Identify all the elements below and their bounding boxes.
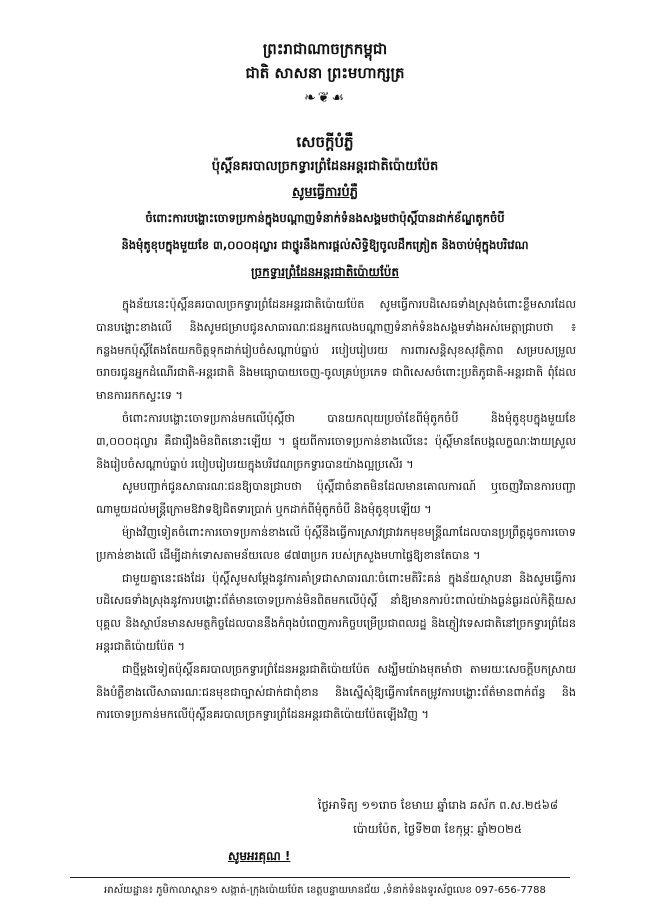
body-paragraph: ចំពោះការបង្ហោះចោទប្រកាន់មកលើប៉ុស្ដិ៍ថា បានយកលុយប្រចាំខែពីមុំតូកចំបី និងមុំតូខុបក្នុងមួយខែ ៣,០០០ដុល្លារ គឺជារឿងមិនពិតនោះឡើយ ។ ផ្ទុយពីការចោទប្រកាន់ខាងលើនេះ ប៉ុស្ដិ៍មានតែបង្កលក្ខណៈងាយស្រួល និងរៀបចំសណ្តាប់ធ្នាប់ របៀបរៀបរយក្នុងបរិវេណច្រកទ្វារបានយ៉ាងល្អប្រសើរ ។ xyxy=(96,411,576,471)
statement-body xyxy=(96,294,576,727)
subject-line-3-text: ច្រកទ្វារព្រំដែនអន្តរជាតិប៉ោយប៉ែត xyxy=(250,265,400,279)
footer-divider xyxy=(70,877,570,878)
subject-line-1: ចំពោះការបង្ហោះចោទប្រកាន់ក្នុងបណ្តាញទំនាក់ទំនងសង្គមថាប៉ុស្ដិ៍បានដាក់ខ័ណ្ឌតូកចំបី xyxy=(145,211,505,225)
body-paragraph: ម៉្យាងវិញទៀតចំពោះការចោទប្រកាន់ខាងលើ ប៉ុស្ដិ៍នឹងធ្វើការស្រាវជ្រាវរកមុខមន្ត្រីណាដែលបានប្រព្រឹត្តដូចការចោទប្រកាន់ខាងលើ ដើម្បីដាក់ទោសតាមន័យលេខ ៨៧៣ប្រក របស់ក្រសួងមហាផ្ទៃឱ្យខានតែបាន ។ xyxy=(96,525,576,562)
footer-address: អាស័យដ្ឋាន៖ ភូមិកាលាស្ពាន១ សង្កាត់-ក្រុងប៉ោយប៉ែត ខេត្តបន្ទាយមានជ័យ ,ទំនាក់ទំនងទូរស័ព្ទលេខ 097-656-7788 xyxy=(104,885,546,896)
ornament-divider: ❧❦☙ xyxy=(303,90,346,106)
closing-thanks-text: សូមអរគុណ ! xyxy=(228,849,291,863)
statement-title: សេចក្ដីបំភ្លឺ xyxy=(296,133,354,151)
body-paragraph: សូមបញ្ជាក់ជូនសាធារណៈជនឱ្យបានជ្រាបថា ប៉ុស្ដិ៍ជាចំនាតមិនដែលមានគោលការណ៍ ឬចេញវិធានការបញ្ជាណាមួយដល់មន្ត្រីក្រោមឱវាទឱ្យជិតទារប្រាក់ ឬកដាក់ពីមុំតូកចំបី និងមុំតូខុបឡើយ ។ xyxy=(96,480,576,517)
lunar-date: ថ្ងៃអាទិត្យ ១១រោច ខែមាឃ ឆ្នាំរោង ឆស័ក ព.ស.២៥៦៨ xyxy=(317,798,558,812)
body-paragraph: ជាថ្មីម្តងទៀតប៉ុស្ដិ៍នគរបាលច្រកទ្វារព្រំដែនអន្តរជាតិប៉ោយប៉ែត សង្ឃឹមយ៉ាងមុតមាំថា តាមរយៈសេចក្តីបកស្រាយ និងបំភ្លឺខាងលើសាធារណៈជនមុខជាច្បាស់ជាក់ជាពុំខាន និងស្នើសុំឱ្យធ្វើការកែតម្រូវការបង្ហោះព័ត៌មានពាក់ព័ន្ធ និងការចោទប្រកាន់មកលើប៉ុស្ដិ៍នគរបាលច្រកទ្វារព្រំដែនអន្តរជាតិប៉ោយប៉ែតឡើងវិញ ។ xyxy=(96,662,576,722)
national-motto: ជាតិ សាសនា ព្រះមហាក្សត្រ xyxy=(245,64,405,82)
subject-line-2: និងមុំតូខុបក្នុងមួយខែ ៣,០០០ដុល្លារ ជាថ្នូរនឹងការផ្តល់សិទ្ធិឱ្យចូលដឹកត្រៀត និងចាប់មុំក្នុងបរិវេណ xyxy=(121,238,529,252)
issuer-name: ប៉ុស្ដិ៍នគរបាលច្រកទ្វារព្រំដែនអន្តរជាតិប៉ោយប៉ែត xyxy=(211,159,439,174)
subject-line-3 xyxy=(0,264,650,282)
solar-date: ប៉ោយប៉ែត, ថ្ងៃទី២៣ ខែកុម្ភៈ ឆ្នាំ២០២៥ xyxy=(353,822,522,836)
subject-intro-text: សូមធ្វើការបំភ្លឺ xyxy=(291,185,358,200)
subject-intro xyxy=(0,184,650,203)
kingdom-heading: ព្រះរាជាណាចក្រកម្ពុជា xyxy=(262,40,388,58)
body-paragraph: ក្នុងន័យនេះប៉ុស្ដិ៍នគរបាលច្រកទ្វារព្រំដែនអន្តរជាតិប៉ោយប៉ែត សូមធ្វើការបដិសេធទាំងស្រុងចំពោះខ្លឹមសារដែលបានបង្ហោះខាងលើ និងសូមជម្រាបជូនសាធារណៈជនអ្នកលេងបណ្តាញទំនាក់ទំនងសង្គមទាំងអស់មេត្តាជ្រាបថា ៖ កន្លងមកប៉ុស្ដិ៍តែងតែយកចិត្តទុកដាក់រៀបចំសណ្តាប់ធ្នាប់ របៀបរៀបរយ ការពារសន្តិសុខសុវត្ថិភាព សម្របសម្រួលចរាចរជូនអ្នកដំណើរជាតិ-អន្តរជាតិ និងមធ្យោបាយចេញ-ចូលគ្រប់ប្រភេទ ជាពិសេសចំពោះប្រតិភូជាតិ-អន្តរជាតិ ពុំដែលមានការរកកស្ទះទេ ។ xyxy=(96,298,576,403)
closing-thanks xyxy=(228,848,290,866)
body-paragraph: ជាមួយគ្នានេះផងដែរ ប៉ុស្ដិ៍សូមសម្តែងនូវការគាំទ្រជាសាធារណៈចំពោះមតិរិះគន់ ក្នុងន័យស្ថាបនា និងសូមធ្វើការបដិសេធទាំងស្រុងនូវការបង្ហោះព័ត៌មានចោទប្រកាន់មិនពិតមកលើប៉ុស្ដិ៍ នាំឱ្យមានការប៉ះពាល់យ៉ាងធ្ងន់ធ្ងរដល់កិត្តិយសបុគ្គល និងស្ថាប័នមានសមត្ថកិច្ចដែលបាននឹងកំពុងបំពេញភារកិច្ចបម្រើប្រជាពលរដ្ឋ និងភ្ញៀវទេសជាតិនៅច្រកទ្វារព្រំដែនអន្តរជាតិប៉ោយប៉ែត ។ xyxy=(96,571,576,653)
